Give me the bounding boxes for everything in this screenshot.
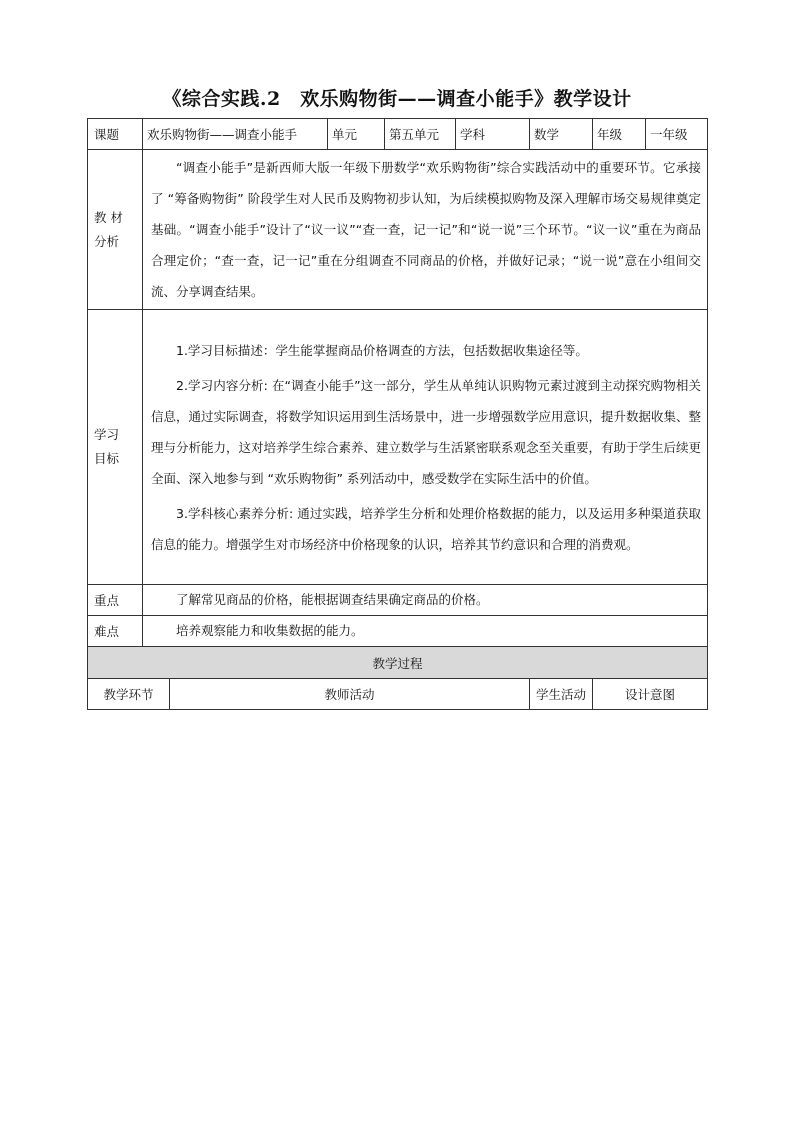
process-heading-row: [88, 647, 708, 679]
unit-label: 单元: [328, 119, 385, 150]
goals-row: [88, 310, 708, 585]
column-design-intent: 设计意图: [593, 679, 708, 710]
topic-label: 课题: [88, 119, 143, 150]
key-point-label: 重点: [88, 585, 143, 616]
lesson-plan-table: [87, 118, 708, 710]
subject-value: 数学: [530, 119, 593, 150]
process-heading: 教学过程: [88, 647, 708, 679]
goals-cell: [143, 310, 708, 585]
goals-label: 学习 目标: [88, 310, 143, 585]
header-row: [88, 119, 708, 150]
analysis-row: [88, 150, 708, 310]
key-point-text: 了解常见商品的价格，能根据调查结果确定商品的价格。: [143, 585, 708, 616]
column-student-activity: 学生活动: [530, 679, 593, 710]
subject-label: 学科: [456, 119, 530, 150]
goal-item-1: 1.学习目标描述：学生能掌握商品价格调查的方法，包括数据收集途径等。: [176, 342, 588, 358]
goal-item-2: 2.学习内容分析: 在“调查小能手”这一部分，学生从单纯认识购物元素过渡到主动探究购物相关信息，通过实际调查，将数学知识运用到生活场景中，进一步增强数学应用意识，提升数据收集、整理与分析能力，这对培养学生综合素养、建立数学与生活紧密联系观念至关重要，有助于学生后续更全面、深入地参与到 “欢乐购物街” 系列活动中，感受数学在实际生活中的价值。: [151, 377, 702, 486]
difficulty-row: [88, 616, 708, 647]
analysis-label: 教 材 分析: [88, 150, 143, 310]
document-title: 《综合实践.2 欢乐购物街——调查小能手》教学设计: [162, 88, 632, 110]
difficulty-label: 难点: [88, 616, 143, 647]
difficulty-text: 培养观察能力和收集数据的能力。: [143, 616, 708, 647]
grade-label: 年级: [593, 119, 646, 150]
grade-value: 一年级: [646, 119, 708, 150]
unit-value: 第五单元: [385, 119, 456, 150]
column-teaching-step: 教学环节: [88, 679, 170, 710]
topic-value: 欢乐购物街——调查小能手: [143, 119, 328, 150]
key-point-row: [88, 585, 708, 616]
column-teacher-activity: 教师活动: [170, 679, 530, 710]
goal-item-3: 3.学科核心素养分析: 通过实践，培养学生分析和处理价格数据的能力，以及运用多种渠道获取信息的能力。增强学生对市场经济中价格现象的认识，培养其节约意识和合理的消费观。: [151, 505, 702, 552]
process-columns-row: [88, 679, 708, 710]
analysis-text: “调查小能手”是新西师大版一年级下册数学“欢乐购物街”综合实践活动中的重要环节。它承接了 “筹备购物街” 阶段学生对人民币及购物初步认知，为后续模拟购物及深入理解市场交易规律奠定基础。“调查小能手”设计了“议一议”“查一查，记一记”和“说一说”三个环节。“议一议”重在为商品合理定价；“查一查，记一记”重在分组调查不同商品的价格，并做好记录；“说一说”意在小组间交流、分享调查结果。: [143, 150, 708, 310]
